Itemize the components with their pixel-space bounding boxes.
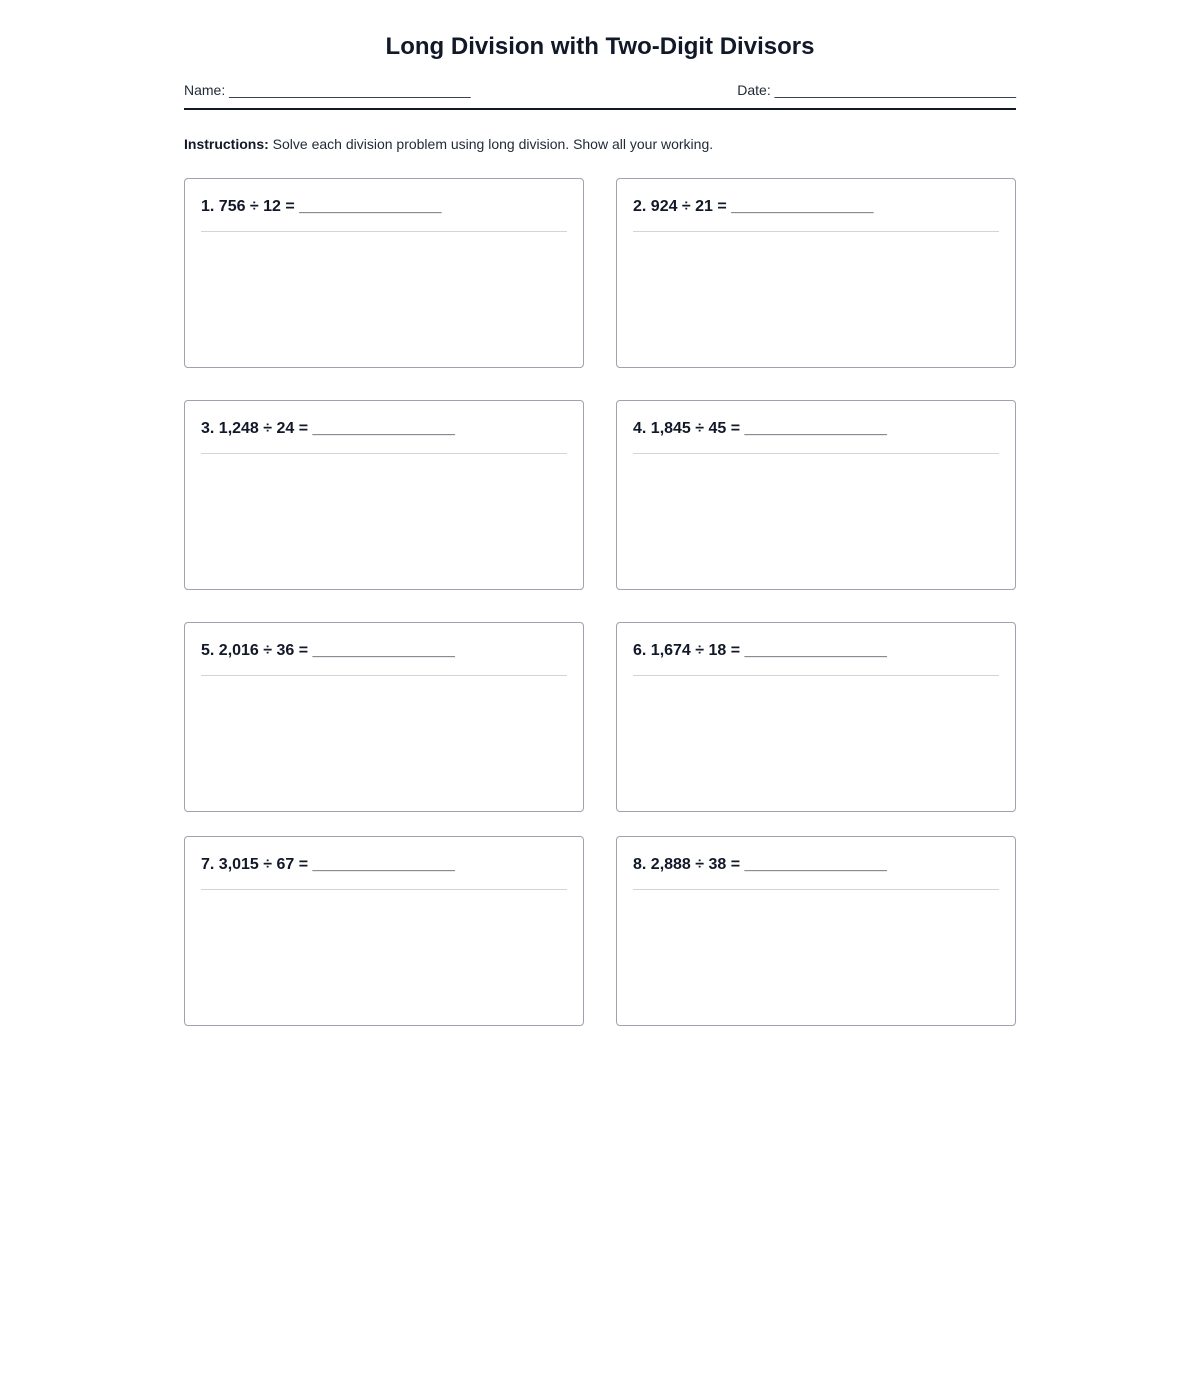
date-blank[interactable]: _______________________________ — [774, 82, 1016, 98]
problem-question: 7. 3,015 ÷ 67 = ________________ — [201, 856, 455, 873]
answer-blank[interactable]: ________________ — [312, 856, 455, 873]
problem-box-4 — [616, 400, 1016, 590]
problem-question: 1. 756 ÷ 12 = ________________ — [201, 198, 442, 215]
answer-blank[interactable]: ________________ — [312, 420, 455, 437]
divider — [633, 453, 999, 454]
divider — [201, 453, 567, 454]
problem-question: 5. 2,016 ÷ 36 = ________________ — [201, 642, 455, 659]
divider — [633, 889, 999, 890]
instructions — [184, 135, 713, 153]
problem-box-1 — [184, 178, 584, 368]
divider — [201, 231, 567, 232]
name-blank[interactable]: _______________________________ — [229, 82, 471, 98]
divider — [201, 889, 567, 890]
date-label: Date: — [737, 82, 771, 98]
problem-question: 4. 1,845 ÷ 45 = ________________ — [633, 420, 887, 437]
divider — [201, 675, 567, 676]
problem-box-7 — [184, 836, 584, 1026]
answer-blank[interactable]: ________________ — [299, 198, 442, 215]
working-area[interactable] — [201, 897, 567, 1015]
answer-blank[interactable]: ________________ — [744, 420, 887, 437]
working-area[interactable] — [201, 461, 567, 579]
problem-question: 2. 924 ÷ 21 = ________________ — [633, 198, 874, 215]
name-field[interactable] — [184, 80, 471, 108]
instructions-text: Solve each division problem using long division. Show all your working. — [268, 136, 714, 152]
working-area[interactable] — [633, 683, 999, 801]
problem-question: 8. 2,888 ÷ 38 = ________________ — [633, 856, 887, 873]
worksheet-title: Long Division with Two-Digit Divisors — [385, 33, 815, 60]
name-label: Name: — [184, 82, 226, 98]
working-area[interactable] — [201, 239, 567, 357]
answer-blank[interactable]: ________________ — [744, 642, 887, 659]
problem-question: 6. 1,674 ÷ 18 = ________________ — [633, 642, 887, 659]
problem-box-3 — [184, 400, 584, 590]
date-field[interactable] — [737, 80, 1016, 108]
problem-question: 3. 1,248 ÷ 24 = ________________ — [201, 420, 455, 437]
problem-box-5 — [184, 622, 584, 812]
answer-blank[interactable]: ________________ — [744, 856, 887, 873]
working-area[interactable] — [633, 897, 999, 1015]
problem-box-6 — [616, 622, 1016, 812]
divider — [633, 675, 999, 676]
instructions-label: Instructions: — [184, 136, 269, 152]
answer-blank[interactable]: ________________ — [312, 642, 455, 659]
student-info-header — [184, 80, 1016, 110]
working-area[interactable] — [633, 461, 999, 579]
problem-box-8 — [616, 836, 1016, 1026]
working-area[interactable] — [633, 239, 999, 357]
divider — [633, 231, 999, 232]
problem-box-2 — [616, 178, 1016, 368]
working-area[interactable] — [201, 683, 567, 801]
answer-blank[interactable]: ________________ — [731, 198, 874, 215]
